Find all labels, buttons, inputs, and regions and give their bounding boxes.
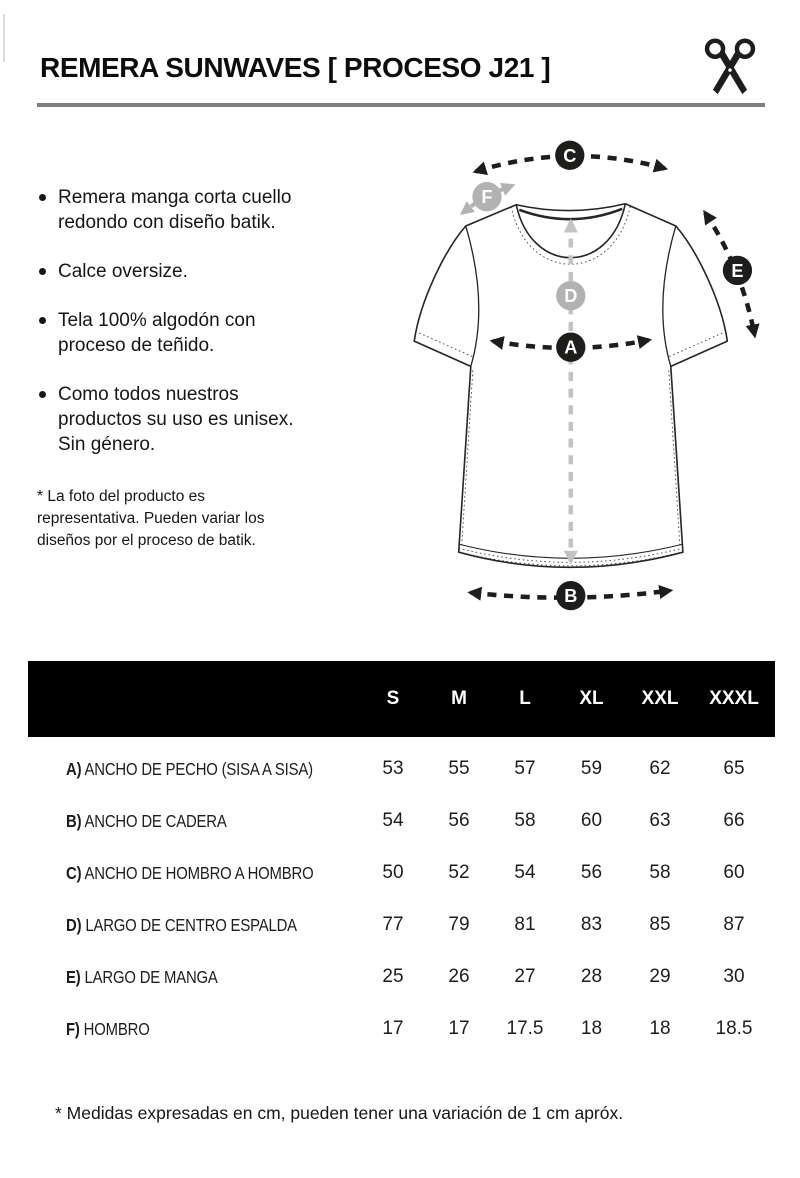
row-label: B) ANCHO DE CADERA — [66, 810, 227, 831]
measurement-value: 28 — [580, 966, 603, 987]
measurement-value: 65 — [723, 758, 745, 779]
measurement-value: 79 — [448, 914, 470, 935]
bullet-dot — [39, 317, 46, 324]
measurement-value: 27 — [514, 966, 536, 987]
svg-text:D: D — [564, 286, 578, 307]
size-table-header — [28, 661, 775, 737]
size-column-header: XXL — [641, 688, 679, 709]
measurement-value: 50 — [382, 862, 404, 883]
size-column-header: XL — [579, 688, 604, 709]
measurement-value: 55 — [448, 758, 470, 779]
row-label: A) ANCHO DE PECHO (SISA A SISA) — [66, 758, 313, 779]
product-bullets — [37, 185, 337, 481]
scan-artifact — [3, 14, 5, 62]
measurement-value: 17 — [448, 1018, 470, 1039]
bullet-item: Calce oversize. — [37, 259, 316, 284]
measure-arrow-shoulder-seam-right — [499, 186, 512, 191]
size-table — [28, 661, 775, 1055]
measurements-footnote: * Medidas expresadas en cm, pueden tener una variación de 1 cm apróx. — [55, 1103, 624, 1123]
marker-c — [555, 141, 584, 170]
measurement-value: 29 — [649, 966, 671, 987]
measurement-value: 60 — [723, 862, 745, 883]
measure-arrow-shoulder-seam-left — [463, 203, 476, 213]
measurement-value: 54 — [514, 862, 536, 883]
marker-d — [556, 281, 585, 310]
photo-disclaimer: * La foto del producto es representativa. Pueden variar los diseños por el proceso de batik. — [37, 488, 265, 549]
measurement-value: 17.5 — [506, 1018, 544, 1039]
measurement-value: 58 — [649, 862, 671, 883]
row-label: D) LARGO DE CENTRO ESPALDA — [66, 914, 297, 935]
measurement-value: 81 — [514, 914, 536, 935]
bullet-item: Tela 100% algodón con proceso de teñido. — [37, 308, 316, 358]
size-table-body — [28, 737, 775, 1055]
measurement-value: 53 — [382, 758, 404, 779]
measurement-value: 30 — [723, 966, 745, 987]
measurement-value: 25 — [382, 966, 404, 987]
measurement-value: 26 — [448, 966, 470, 987]
svg-text:B: B — [564, 586, 578, 607]
measurement-row — [28, 899, 775, 951]
marker-f — [472, 182, 501, 211]
measurement-row — [28, 795, 775, 847]
measurement-value: 87 — [723, 914, 745, 935]
row-label: F) HOMBRO — [66, 1018, 150, 1039]
bullet-dot — [39, 268, 46, 275]
marker-b — [556, 581, 585, 610]
measurement-value: 77 — [382, 914, 404, 935]
size-column-header: M — [451, 688, 467, 709]
measurement-value: 54 — [382, 810, 404, 831]
measurement-value: 18 — [580, 1018, 603, 1039]
measurement-value: 57 — [514, 758, 536, 779]
tshirt-measurement-diagram — [390, 128, 794, 633]
measurement-value: 56 — [580, 862, 603, 883]
measurement-value: 59 — [580, 758, 603, 779]
measurement-value: 17 — [382, 1018, 404, 1039]
measurement-value: 85 — [649, 914, 671, 935]
bullet-dot — [39, 391, 46, 398]
page-title: REMERA SUNWAVES [ PROCESO J21 ] — [40, 52, 551, 83]
measurement-value: 58 — [514, 810, 536, 831]
measurement-row — [28, 743, 775, 795]
measurement-row — [28, 1003, 775, 1055]
measurement-value: 63 — [649, 810, 671, 831]
svg-text:E: E — [731, 260, 744, 281]
marker-e — [723, 256, 752, 285]
measurement-value: 66 — [723, 810, 745, 831]
row-label: E) LARGO DE MANGA — [66, 966, 218, 987]
measurement-value: 60 — [580, 810, 603, 831]
measurement-value: 18 — [649, 1018, 671, 1039]
measurement-value: 56 — [448, 810, 470, 831]
svg-text:C: C — [563, 145, 577, 166]
measurement-value: 52 — [448, 862, 470, 883]
measurement-row — [28, 847, 775, 899]
marker-a — [556, 333, 585, 362]
size-column-header: L — [519, 688, 531, 709]
svg-text:F: F — [481, 187, 493, 208]
bullet-dot — [39, 194, 46, 201]
svg-text:A: A — [564, 337, 578, 358]
measurement-row — [28, 951, 775, 1003]
measurement-value: 18.5 — [715, 1018, 753, 1039]
bullet-item: Remera manga corta cuello redondo con diseño batik. — [37, 185, 316, 235]
measurement-value: 62 — [649, 758, 671, 779]
size-column-header: XXXL — [709, 688, 759, 709]
title-divider — [37, 103, 765, 107]
bullet-item: Como todos nuestros productos su uso es unisex. Sin género. — [37, 382, 316, 457]
measurement-value: 83 — [580, 914, 603, 935]
size-column-header: S — [386, 688, 400, 709]
scissors-icon — [698, 34, 762, 104]
row-label: C) ANCHO DE HOMBRO A HOMBRO — [66, 862, 314, 883]
